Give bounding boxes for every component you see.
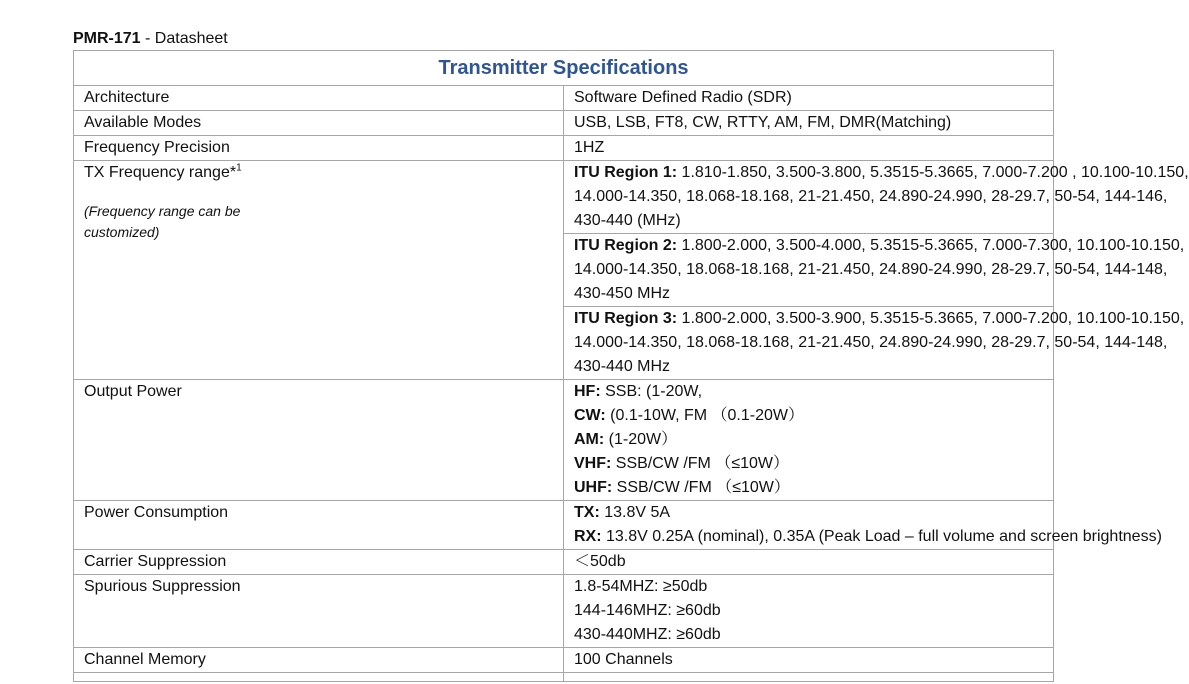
table-row [74,136,1054,161]
row-label-precision: Frequency Precision [74,136,564,161]
region-line: 1.800-2.000, 3.500-3.900, 5.3515-5.3665, 7.000-7.200, 10.100-10.150, [677,310,1185,327]
spurious-line: 1.8-54MHZ: ≥50db [574,578,708,595]
row-value-memory: 100 Channels [564,648,1054,673]
region-line: 430-440 (MHz) [574,212,681,229]
row-label-tx-range [74,161,564,380]
table-row [74,550,1054,575]
row-label-carrier: Carrier Suppression [74,550,564,575]
consumption-text: 13.8V 5A [599,504,671,521]
tx-range-note [84,201,553,243]
consumption-text: 13.8V 0.25A (nominal), 0.35A (Peak Load – full volume and screen brightness) [601,528,1162,545]
table-row [74,501,1054,550]
row-value-power-consumption [564,501,1162,550]
footnote-marker: 1 [236,162,242,174]
row-label-power-consumption: Power Consumption [74,501,564,550]
row-value-carrier: ＜50db [564,550,1054,575]
region-name: ITU Region 2: [574,237,678,254]
region-line: 14.000-14.350, 18.068-18.168, 21-21.450, 24.890-24.990, 28-29.7, 50-54, 144-148, [574,334,1168,351]
table-row [74,575,1054,648]
table-row [74,111,1054,136]
itu-region-2 [564,234,1185,307]
power-band-text: SSB: (1-20W, [600,383,703,400]
cell-continuation [74,673,564,682]
document-header [73,29,228,49]
model-name: PMR-171 [73,30,141,47]
power-band-key: CW: [574,407,606,424]
row-value-modes: USB, LSB, FT8, CW, RTTY, AM, FM, DMR(Matching) [564,111,1054,136]
table-row [74,161,1054,234]
row-label-architecture: Architecture [74,86,564,111]
consumption-key: TX: [574,504,600,521]
spurious-line: 430-440MHZ: ≥60db [574,626,721,643]
table-row-continuation [74,673,1054,682]
row-label-memory: Channel Memory [74,648,564,673]
row-value-output-power [564,380,1054,501]
table-row [74,380,1054,501]
power-band-text: (1-20W） [604,431,678,448]
region-line: 1.800-2.000, 3.500-4.000, 5.3515-5.3665, 7.000-7.300, 10.100-10.150, [677,237,1185,254]
power-band-text: (0.1-10W, FM （0.1-20W） [605,407,804,424]
itu-region-1 [564,161,1189,234]
table-row [74,86,1054,111]
power-band-key: HF: [574,383,601,400]
power-band-text: SSB/CW /FM （≤10W） [611,455,790,472]
row-label-spurious: Spurious Suppression [74,575,564,648]
region-line: 14.000-14.350, 18.068-18.168, 21-21.450, 24.890-24.990, 28-29.7, 50-54, 144-146, [574,188,1168,205]
row-label-modes: Available Modes [74,111,564,136]
region-name: ITU Region 3: [574,310,678,327]
transmitter-spec-table [73,50,1189,682]
region-line: 1.810-1.850, 3.500-3.800, 5.3515-5.3665, 7.000-7.200 , 10.100-10.150, [677,164,1189,181]
row-value-spurious [564,575,1054,648]
power-band-key: AM: [574,431,605,448]
tx-range-note-line: (Frequency range can be [84,203,241,219]
row-value-architecture: Software Defined Radio (SDR) [564,86,1054,111]
tx-range-note-line: customized) [84,224,160,240]
tx-range-label-text: TX Frequency range* [84,164,237,181]
power-band-key: UHF: [574,479,613,496]
header-suffix: - Datasheet [140,30,228,47]
table-row [74,648,1054,673]
region-line: 14.000-14.350, 18.068-18.168, 21-21.450, 24.890-24.990, 28-29.7, 50-54, 144-148, [574,261,1168,278]
power-band-text: SSB/CW /FM （≤10W） [612,479,790,496]
region-line: 430-440 MHz [574,358,671,375]
table-title: Transmitter Specifications [74,51,1054,86]
row-value-precision: 1HZ [564,136,1054,161]
row-label-output-power: Output Power [74,380,564,501]
region-name: ITU Region 1: [574,164,678,181]
spurious-line: 144-146MHZ: ≥60db [574,602,721,619]
region-line: 430-450 MHz [574,285,671,302]
power-band-key: VHF: [574,455,612,472]
cell-continuation [564,673,1054,682]
itu-region-3 [564,307,1185,380]
consumption-key: RX: [574,528,602,545]
